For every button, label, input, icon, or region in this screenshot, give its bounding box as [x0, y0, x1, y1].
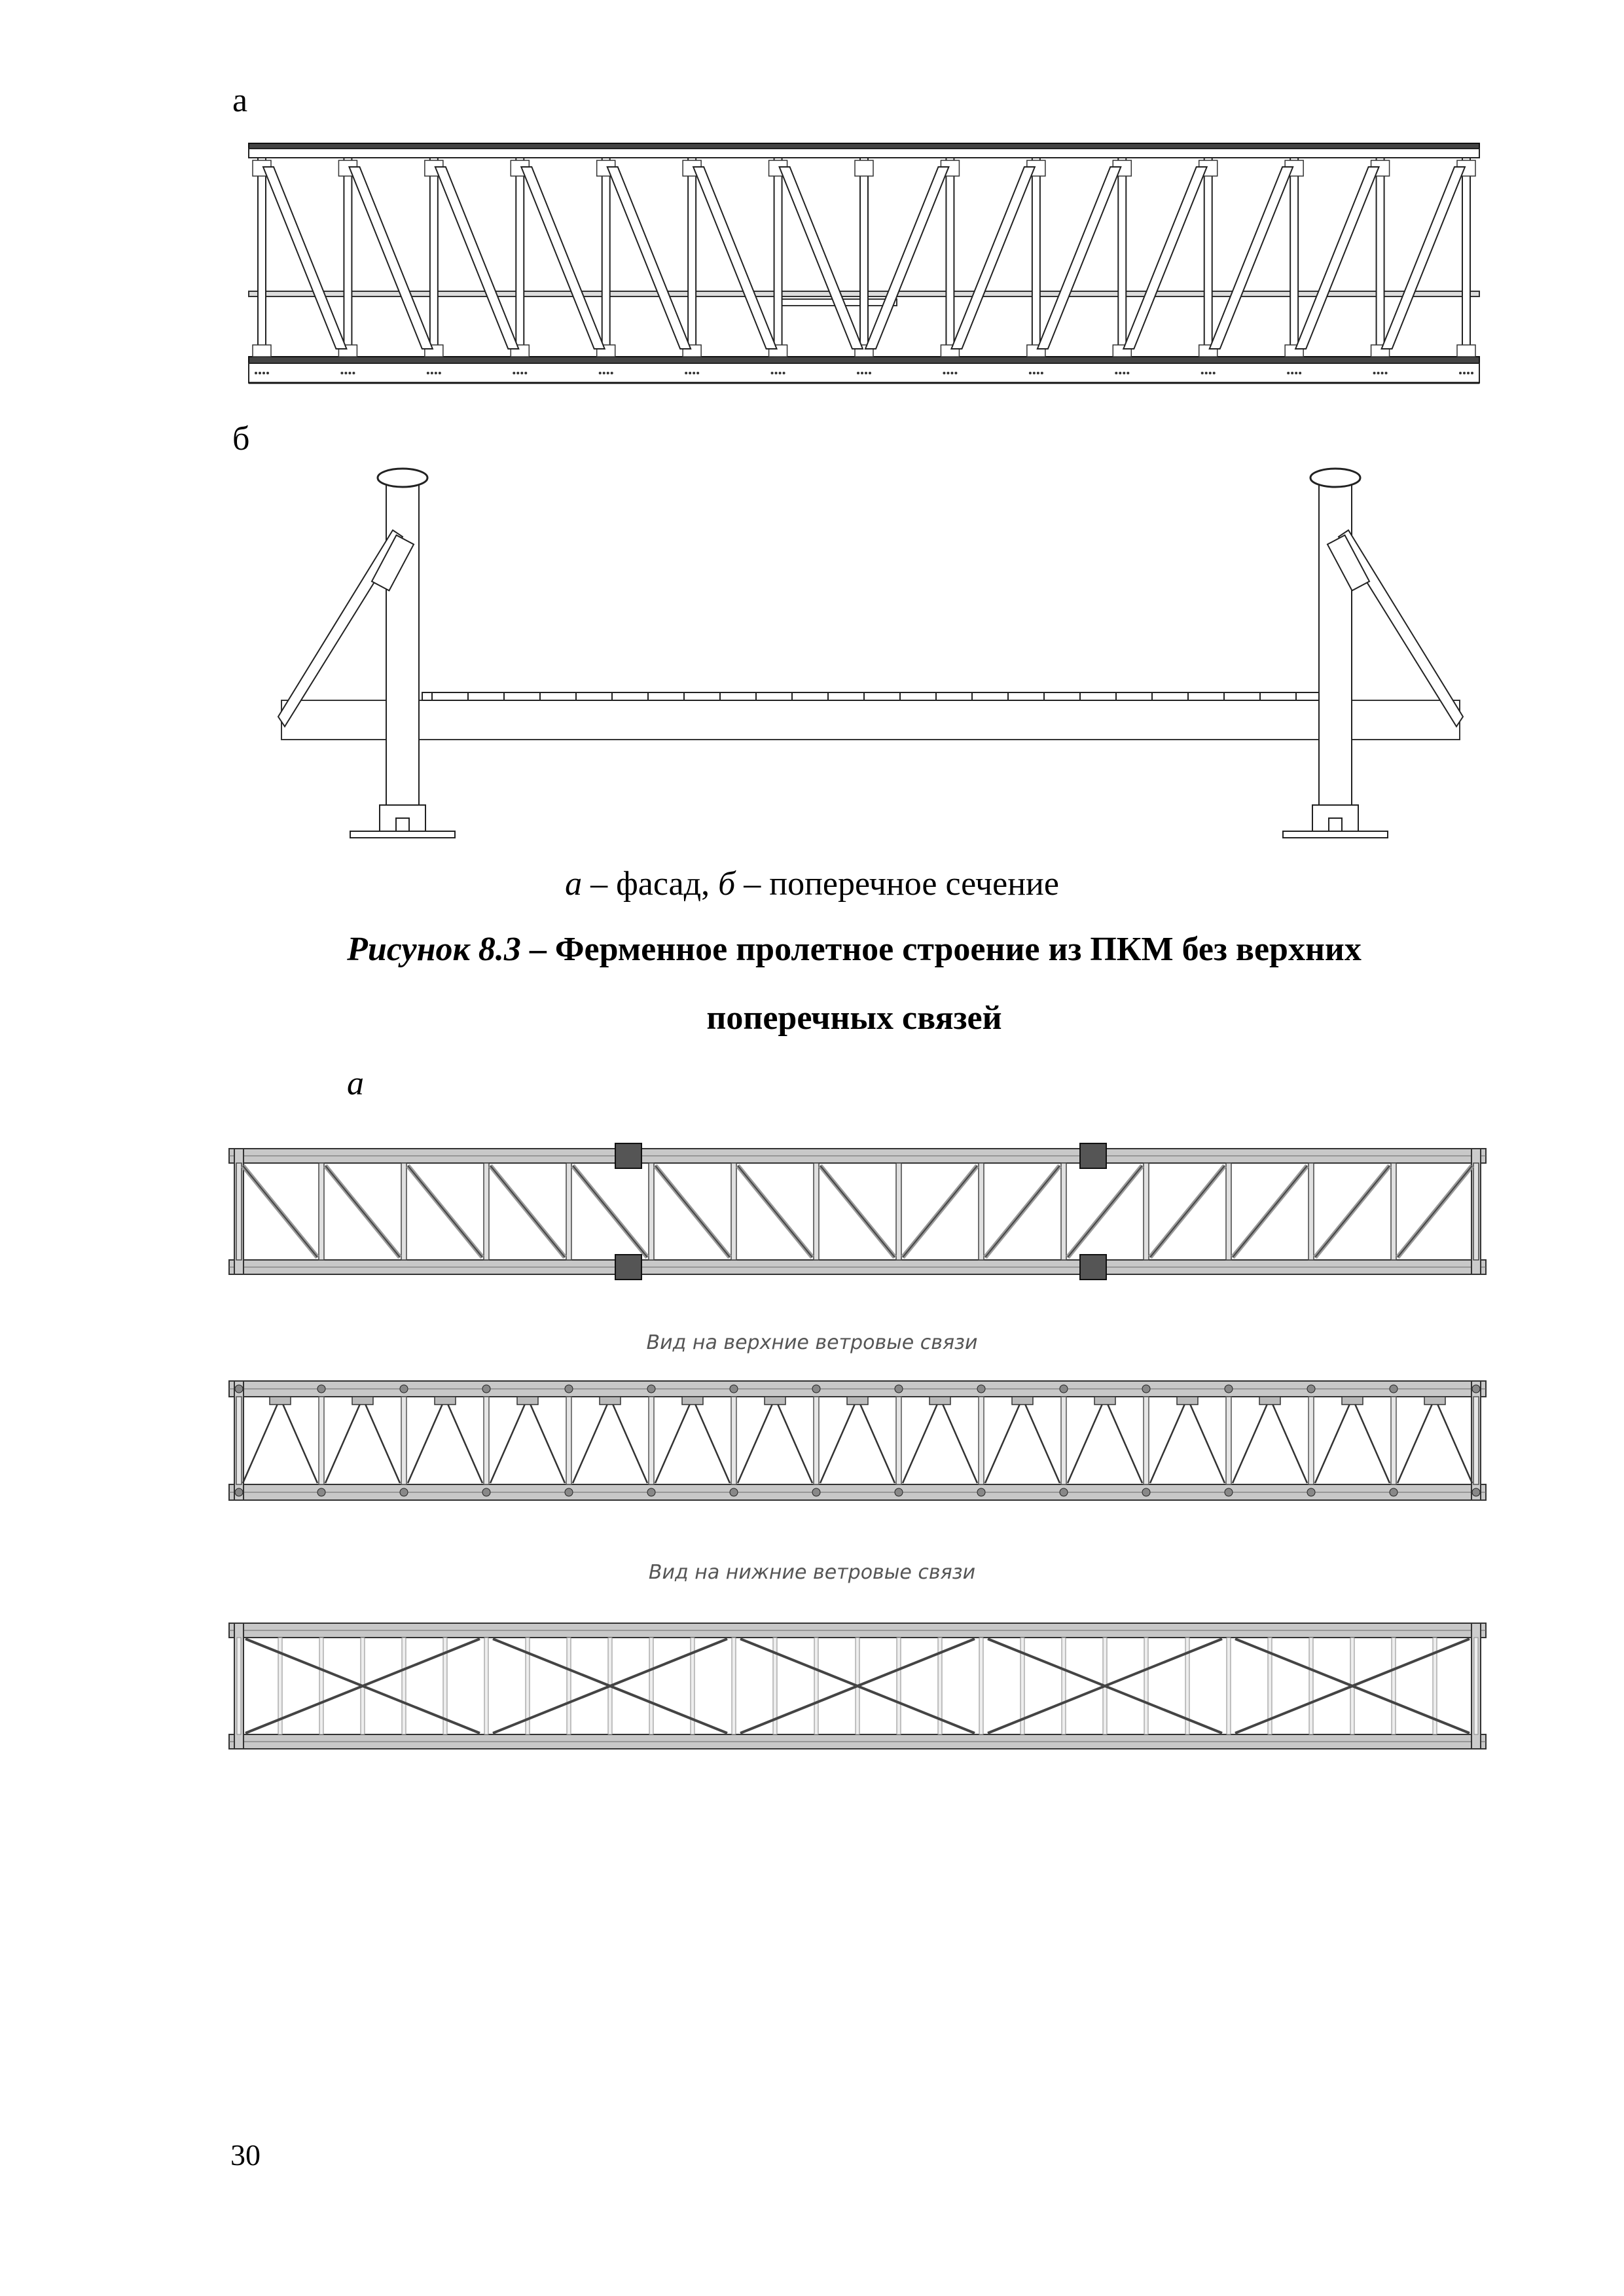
bracing-diagonal: [1150, 1398, 1187, 1483]
anchor-left: [396, 818, 409, 831]
diagonal-edge: [1233, 1166, 1307, 1257]
bolt: [1291, 372, 1293, 374]
bracing-diagonal: [363, 1398, 400, 1483]
diagonal-member: [865, 167, 948, 349]
node-bottom: [730, 1488, 738, 1496]
upper-wind-bracing-drawing: [229, 1368, 1486, 1518]
vertical-member: [979, 1163, 984, 1260]
gusset-bottom: [253, 345, 271, 357]
bracing-plate: [1342, 1397, 1363, 1405]
transverse-member: [1308, 1397, 1314, 1484]
diagonal-edge: [655, 1166, 730, 1257]
floor-beam: [1144, 1638, 1148, 1734]
bolt: [1299, 372, 1301, 374]
diagonal-edge: [243, 1166, 317, 1257]
bolt: [348, 372, 351, 374]
node-top: [1472, 1385, 1480, 1393]
bolt: [513, 372, 515, 374]
transverse-member: [401, 1397, 406, 1484]
vertical-post: [860, 158, 868, 357]
bracing-diagonal: [738, 1398, 775, 1483]
diagonal-member: [435, 167, 518, 349]
diagonal-edge: [1068, 1166, 1142, 1257]
base-plate-right: [1283, 831, 1388, 838]
diagonal-edge: [985, 1166, 1060, 1257]
bolt: [255, 372, 257, 374]
bolt: [1209, 372, 1212, 374]
floor-beam: [1392, 1638, 1396, 1734]
node-top: [812, 1385, 820, 1393]
bracing-diagonal: [1352, 1398, 1390, 1483]
caption-text-line1: Ферменное пролетное строение из ПКМ без верхних: [554, 931, 1362, 968]
bolt: [1205, 372, 1208, 374]
vertical-post: [516, 158, 524, 357]
diagonal-member: [1038, 167, 1121, 349]
bolt: [869, 372, 871, 374]
bracing-diagonal: [445, 1398, 482, 1483]
bolt: [520, 372, 523, 374]
bolt: [427, 372, 429, 374]
node-top: [730, 1385, 738, 1393]
floor-beam: [484, 1638, 488, 1734]
vertical-post: [430, 158, 438, 357]
transverse-member: [731, 1397, 736, 1484]
truss-facade-hatched-drawing: [229, 1136, 1486, 1286]
vertical-member: [731, 1163, 736, 1260]
figure-label-a-second: а: [347, 1065, 364, 1102]
figure-subcaption: [0, 867, 1624, 901]
floor-beam: [1062, 1638, 1066, 1734]
bracing-diagonal: [985, 1398, 1022, 1483]
bolt: [771, 372, 774, 374]
bracing-plate: [270, 1397, 291, 1405]
transverse-member: [896, 1397, 901, 1484]
bracing-diagonal: [1022, 1398, 1060, 1483]
node-top: [647, 1385, 655, 1393]
bracing-diagonal: [857, 1398, 895, 1483]
figure-label-b: б: [232, 420, 250, 457]
node-bottom: [895, 1488, 903, 1496]
vertical-member: [1391, 1163, 1396, 1260]
bolt: [1123, 372, 1125, 374]
bolt: [950, 372, 953, 374]
diagonal-edge: [903, 1166, 977, 1257]
bracing-diagonal: [1105, 1398, 1142, 1483]
diagonal-edge: [1398, 1166, 1472, 1257]
subcaption-a: а: [565, 865, 583, 903]
transverse-member: [1391, 1397, 1396, 1484]
splice-joint-top: [1080, 1143, 1106, 1168]
bracing-diagonal: [903, 1398, 940, 1483]
splice-joint-bottom: [615, 1255, 641, 1280]
vertical-member: [814, 1163, 819, 1260]
diagonal-member: [1123, 167, 1206, 349]
transverse-member: [484, 1397, 489, 1484]
vertical-member: [484, 1163, 489, 1260]
subcaption-a-text: – фасад,: [582, 865, 719, 903]
bracing-plate: [600, 1397, 621, 1405]
floor-beam: [1474, 1638, 1478, 1734]
node-top: [1142, 1385, 1150, 1393]
bolt: [1115, 372, 1117, 374]
diagonal-edge: [820, 1166, 895, 1257]
diagonal-edge: [325, 1166, 400, 1257]
bolt: [352, 372, 355, 374]
diagonal-member: [349, 167, 432, 349]
bolt: [865, 372, 867, 374]
node-top: [1390, 1385, 1398, 1393]
bolt: [1287, 372, 1290, 374]
floor-beam: [237, 1638, 241, 1734]
transverse-member: [649, 1397, 654, 1484]
vertical-member: [1061, 1163, 1066, 1260]
page-number: 30: [230, 2138, 261, 2172]
bolt: [1381, 372, 1384, 374]
floor-beam: [1309, 1638, 1313, 1734]
bolt: [262, 372, 265, 374]
bracing-diagonal: [490, 1398, 528, 1483]
vertical-post: [258, 158, 266, 357]
bolt: [779, 372, 782, 374]
diagonal-edge: [1150, 1166, 1225, 1257]
truss-facade-drawing: [249, 141, 1479, 396]
diagonal-edge: [738, 1166, 812, 1257]
node-top: [317, 1385, 325, 1393]
vertical-post: [1118, 158, 1126, 357]
bolt: [954, 372, 957, 374]
vertical-post: [1204, 158, 1212, 357]
diagonal-member: [693, 167, 776, 349]
bolt: [1037, 372, 1039, 374]
node-bottom: [647, 1488, 655, 1496]
bracing-plate: [1094, 1397, 1115, 1405]
node-bottom: [317, 1488, 325, 1496]
top-chord: [249, 143, 1479, 149]
vertical-member: [649, 1163, 654, 1260]
anchor-right: [1329, 818, 1342, 831]
bolt: [775, 372, 778, 374]
bracing-plate: [517, 1397, 538, 1405]
node-bottom: [235, 1488, 243, 1496]
bracing-diagonal: [940, 1398, 977, 1483]
bolt: [524, 372, 527, 374]
node-bottom: [977, 1488, 985, 1496]
bottom-chord-web: [249, 363, 1479, 383]
post-left: [386, 478, 419, 831]
bolt: [599, 372, 602, 374]
bracing-plate: [1424, 1397, 1445, 1405]
bolt: [435, 372, 437, 374]
bracing-diagonal: [408, 1398, 445, 1483]
diagonal-edge: [1315, 1166, 1390, 1257]
vertical-post: [1290, 158, 1298, 357]
node-top: [1060, 1385, 1068, 1393]
bolt: [947, 372, 949, 374]
bracing-diagonal: [280, 1398, 317, 1483]
bolt: [603, 372, 605, 374]
diagonal-member: [780, 167, 863, 349]
post-cap-left: [378, 469, 427, 487]
transverse-member: [1144, 1397, 1149, 1484]
bracing-plate: [765, 1397, 785, 1405]
bolt: [1377, 372, 1380, 374]
bolt: [1029, 372, 1032, 374]
bracing-plate: [929, 1397, 950, 1405]
vertical-post: [688, 158, 696, 357]
bracing-plate: [1177, 1397, 1198, 1405]
vertical-post: [602, 158, 610, 357]
bracing-diagonal: [1068, 1398, 1105, 1483]
bolt: [1033, 372, 1036, 374]
node-top: [482, 1385, 490, 1393]
gusset-top: [855, 160, 873, 176]
bolt: [1385, 372, 1388, 374]
transverse-member: [566, 1397, 571, 1484]
bolt: [1119, 372, 1121, 374]
transverse-member: [814, 1397, 819, 1484]
bolt: [1213, 372, 1216, 374]
bolt: [783, 372, 785, 374]
vertical-member: [319, 1163, 324, 1260]
bracing-diagonal: [528, 1398, 565, 1483]
node-bottom: [812, 1488, 820, 1496]
splice-joint-top: [615, 1143, 641, 1168]
node-top: [400, 1385, 408, 1393]
bracing-diagonal: [325, 1398, 363, 1483]
vertical-member: [1473, 1163, 1479, 1260]
post-cap-right: [1310, 469, 1360, 487]
base-plate-left: [350, 831, 455, 838]
transverse-member: [979, 1397, 984, 1484]
bracing-diagonal: [655, 1398, 693, 1483]
node-bottom: [1225, 1488, 1233, 1496]
caption-dash: –: [520, 931, 555, 968]
gusset-bottom: [1457, 345, 1475, 357]
floor-beam: [567, 1638, 571, 1734]
bolt: [1467, 372, 1470, 374]
diagonal-member: [521, 167, 604, 349]
bolt: [1295, 372, 1297, 374]
node-top: [235, 1385, 243, 1393]
bolt: [943, 372, 945, 374]
bolt: [1127, 372, 1129, 374]
bracing-plate: [682, 1397, 703, 1405]
diagonal-member: [607, 167, 691, 349]
floor-beam: [1227, 1638, 1231, 1734]
node-top: [895, 1385, 903, 1393]
diagonal-member: [263, 167, 346, 349]
transverse-member: [1473, 1397, 1479, 1484]
bracing-diagonal: [1233, 1398, 1270, 1483]
floor-beam: [649, 1638, 653, 1734]
node-bottom: [1472, 1488, 1480, 1496]
vertical-post: [774, 158, 782, 357]
transverse-member: [1061, 1397, 1066, 1484]
vertical-post: [1032, 158, 1040, 357]
bolt: [259, 372, 261, 374]
bracing-plate: [847, 1397, 868, 1405]
node-bottom: [1390, 1488, 1398, 1496]
transverse-member: [319, 1397, 324, 1484]
bolt: [516, 372, 519, 374]
diagonal-member: [951, 167, 1034, 349]
bracing-diagonal: [243, 1398, 280, 1483]
view-lower-label: Вид на нижние ветровые связи: [648, 1561, 976, 1584]
bolt: [1373, 372, 1376, 374]
figure-caption-line2: поперечных связей: [706, 999, 1002, 1037]
diagonal-edge: [490, 1166, 565, 1257]
bottom-chord: [249, 357, 1479, 363]
vertical-member: [1226, 1163, 1231, 1260]
lower-wind-bracing-drawing: [229, 1610, 1486, 1767]
floor-beam: [979, 1638, 983, 1734]
diagonal-member: [1382, 167, 1465, 349]
figure-caption-line1: [196, 933, 1512, 967]
bolt: [696, 372, 699, 374]
vertical-member: [896, 1163, 901, 1260]
view-upper-label: Вид на верхние ветровые связи: [646, 1331, 978, 1354]
bracing-diagonal: [1398, 1398, 1435, 1483]
caption-prefix: Рисунок 8.3: [347, 931, 521, 968]
vertical-member: [1144, 1163, 1149, 1260]
vertical-member: [236, 1163, 242, 1260]
node-top: [1307, 1385, 1315, 1393]
bolt: [1471, 372, 1473, 374]
splice-joint-bottom: [1080, 1255, 1106, 1280]
bolt: [1041, 372, 1043, 374]
cross-section-drawing: [275, 458, 1466, 851]
node-top: [1225, 1385, 1233, 1393]
bracing-diagonal: [775, 1398, 812, 1483]
floor-beam: [319, 1638, 323, 1734]
bolt: [340, 372, 343, 374]
vertical-member: [566, 1163, 571, 1260]
bolt: [861, 372, 863, 374]
bolt: [685, 372, 687, 374]
bolt: [344, 372, 347, 374]
bracing-diagonal: [1270, 1398, 1307, 1483]
node-bottom: [1307, 1488, 1315, 1496]
vertical-member: [1308, 1163, 1314, 1260]
bracing-diagonal: [573, 1398, 610, 1483]
vertical-post: [1462, 158, 1470, 357]
bracing-diagonal: [610, 1398, 647, 1483]
bracing-diagonal: [1187, 1398, 1225, 1483]
bolt: [1201, 372, 1204, 374]
vertical-post: [1377, 158, 1384, 357]
diagonal-member: [1210, 167, 1293, 349]
bracing-diagonal: [1315, 1398, 1352, 1483]
bolt: [689, 372, 691, 374]
node-bottom: [565, 1488, 573, 1496]
bolt: [693, 372, 695, 374]
bracing-plate: [352, 1397, 373, 1405]
cross-beam: [281, 700, 1460, 740]
bolt: [266, 372, 269, 374]
bolt: [431, 372, 433, 374]
node-bottom: [482, 1488, 490, 1496]
subcaption-b: б: [718, 865, 736, 903]
floor-beam: [897, 1638, 901, 1734]
node-top: [977, 1385, 985, 1393]
bracing-diagonal: [693, 1398, 730, 1483]
diagonal-member: [1295, 167, 1379, 349]
bracing-plate: [1259, 1397, 1280, 1405]
bolt: [611, 372, 613, 374]
bracing-diagonal: [1435, 1398, 1472, 1483]
diagonal-edge: [408, 1166, 482, 1257]
transverse-member: [236, 1397, 242, 1484]
transverse-member: [1226, 1397, 1231, 1484]
diagonal-edge: [573, 1166, 647, 1257]
bolt: [857, 372, 859, 374]
node-top: [565, 1385, 573, 1393]
vertical-member: [401, 1163, 406, 1260]
floor-beam: [814, 1638, 818, 1734]
bracing-diagonal: [820, 1398, 857, 1483]
subcaption-b-text: – поперечное сечение: [735, 865, 1059, 903]
bolt: [607, 372, 609, 374]
bracing-plate: [1012, 1397, 1033, 1405]
vertical-post: [344, 158, 352, 357]
top-chord-web: [249, 149, 1479, 158]
vertical-post: [946, 158, 954, 357]
node-bottom: [1142, 1488, 1150, 1496]
bolt: [1463, 372, 1466, 374]
figure-label-a: а: [232, 82, 248, 119]
bolt: [439, 372, 441, 374]
floor-beam: [732, 1638, 736, 1734]
bracing-plate: [435, 1397, 456, 1405]
floor-beam: [402, 1638, 406, 1734]
bolt: [1459, 372, 1462, 374]
node-bottom: [1060, 1488, 1068, 1496]
deck-plate: [422, 692, 1319, 700]
node-bottom: [400, 1488, 408, 1496]
